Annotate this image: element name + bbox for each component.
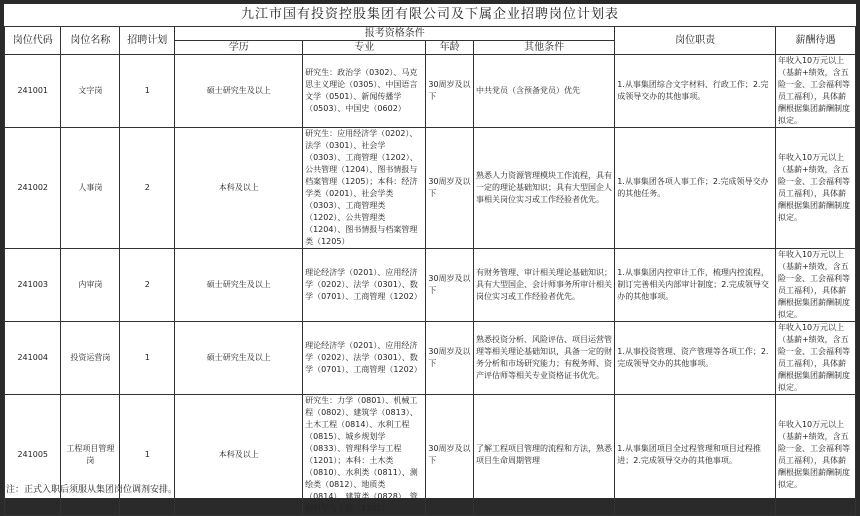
cell-other: 了解工程项目管理的流程和方法，熟悉项目生命周期管理 bbox=[474, 395, 615, 516]
cell-code: 241004 bbox=[5, 322, 61, 395]
header-name: 岗位名称 bbox=[61, 27, 120, 55]
cell-age: 30周岁及以下 bbox=[426, 128, 474, 249]
recruitment-table bbox=[4, 26, 856, 516]
cell-age: 30周岁及以下 bbox=[426, 249, 474, 322]
cell-duty: 1.从事集团各项人事工作；2.完成领导交办的其他任务。 bbox=[615, 128, 776, 249]
cell-name: 文字岗 bbox=[61, 55, 120, 128]
cell-code: 241003 bbox=[5, 249, 61, 322]
table-row bbox=[5, 128, 856, 249]
cell-major: 理论经济学（0201）、应用经济学（0202）、法学（0301）、数学（0701）、工商管理（1202） bbox=[303, 249, 426, 322]
cell-salary: 年收入10万元以上（基薪+绩效，含五险一金、工会福利等员工福利），具体薪酬根据集团薪酬制度拟定。 bbox=[775, 128, 855, 249]
cell-other: 有财务管理、审计相关理论基础知识；具有大型国企、会计师事务所审计相关岗位实习或工作经验者优先。 bbox=[474, 249, 615, 322]
page-title: 九江市国有投资控股集团有限公司及下属企业招聘岗位计划表 bbox=[240, 7, 619, 22]
cell-duty: 1.从事投资管理、资产管理等各项工作；2.完成领导交办的其他事项。 bbox=[615, 322, 776, 395]
cell-age: 30周岁及以下 bbox=[426, 55, 474, 128]
cell-education: 本科及以上 bbox=[175, 128, 303, 249]
cell-other: 熟悉投资分析、风险评估、项目运营管理等相关理论基础知识，具备一定的财务分析和市场研究能力；有税务师、资产评估师等相关专业资格证书优先。 bbox=[474, 322, 615, 395]
header-qualification-group: 报考资格条件 bbox=[175, 27, 615, 41]
cell-age: 30周岁及以下 bbox=[426, 322, 474, 395]
cell-name: 人事岗 bbox=[61, 128, 120, 249]
header-duty: 岗位职责 bbox=[615, 27, 776, 55]
cell-other: 熟悉人力资源管理模块工作流程，具有一定的理论基础知识；具有大型国企人事相关岗位实习或工作经验者优先。 bbox=[474, 128, 615, 249]
cell-education: 硕士研究生及以上 bbox=[175, 249, 303, 322]
cell-duty: 1.从事集团内控审计工作，梳理内控流程，制订完善相关内部审计制度；2.完成领导交办的其他事项。 bbox=[615, 249, 776, 322]
cell-name: 内审岗 bbox=[61, 249, 120, 322]
table-row bbox=[5, 322, 856, 395]
cell-name: 投资运营岗 bbox=[61, 322, 120, 395]
cell-plan: 2 bbox=[120, 249, 175, 322]
header-other: 其他条件 bbox=[474, 41, 615, 55]
cell-major: 理论经济学（0201）、应用经济学（0202）、法学（0301）、数学（0701）、工商管理（1202） bbox=[303, 322, 426, 395]
cell-education: 硕士研究生及以上 bbox=[175, 55, 303, 128]
cell-other: 中共党员（含预备党员）优先 bbox=[474, 55, 615, 128]
header-salary: 薪酬待遇 bbox=[775, 27, 855, 55]
header-plan: 招聘计划 bbox=[120, 27, 175, 55]
header-age: 年龄 bbox=[426, 41, 474, 55]
cell-code: 241002 bbox=[5, 128, 61, 249]
cell-code: 241005 bbox=[5, 395, 61, 516]
cell-duty: 1.从事集团综合文字材料、行政工作；2.完成领导交办的其他事项。 bbox=[615, 55, 776, 128]
cell-salary: 年收入10万元以上（基薪+绩效，含五险一金、工会福利等员工福利），具体薪酬根据集团薪酬制度拟定。 bbox=[775, 395, 855, 516]
header-major: 专业 bbox=[303, 41, 426, 55]
cell-salary: 年收入10万元以上（基薪+绩效，含五险一金、工会福利等员工福利），具体薪酬根据集团薪酬制度拟定。 bbox=[775, 322, 855, 395]
cell-plan: 2 bbox=[120, 128, 175, 249]
table-row bbox=[5, 395, 856, 516]
cell-duty: 1.从事集团项目全过程管理和项目过程推进；2.完成领导交办的其他事项。 bbox=[615, 395, 776, 516]
table-row bbox=[5, 55, 856, 128]
cell-code: 241001 bbox=[5, 55, 61, 128]
recruitment-sheet bbox=[4, 4, 856, 513]
cell-salary: 年收入10万元以上（基薪+绩效，含五险一金、工会福利等员工福利），具体薪酬根据集团薪酬制度拟定。 bbox=[775, 249, 855, 322]
cell-plan: 1 bbox=[120, 55, 175, 128]
header-education: 学历 bbox=[175, 41, 303, 55]
cell-name: 工程项目管理岗 bbox=[61, 395, 120, 516]
footnote: 注：正式入职后须服从集团岗位调剂安排。 bbox=[6, 485, 178, 495]
cell-age: 30周岁及以下 bbox=[426, 395, 474, 516]
cell-major: 研究生：力学（0801）、机械工程（0802）、建筑学（0813）、土木工程（0814）、水利工程（0815）、城乡规划学（0833）、管理科学与工程（1201）；本科：土木类（0810）、水利类（0811）、测绘类（0812）、地质类（0814）、建筑类（0828）、管理科学与工程（1201） bbox=[303, 395, 426, 516]
cell-education: 本科及以上 bbox=[175, 395, 303, 516]
cell-major: 研究生：政治学（0302）、马克思主义理论（0305）、中国语言文学（0501）、新闻传播学（0503）、中国史（0602） bbox=[303, 55, 426, 128]
cell-major: 研究生：应用经济学（0202）、法学（0301）、社会学（0303）、工商管理（1202）、公共管理（1204）、图书情报与档案管理（1205）；本科：经济学类（0201）、社会学类（0303）、工商管理类（1202）、公共管理类（1204）、图书情报与档案管理类（1205） bbox=[303, 128, 426, 249]
table-row bbox=[5, 249, 856, 322]
header-code: 岗位代码 bbox=[5, 27, 61, 55]
cell-plan: 1 bbox=[120, 395, 175, 516]
cell-plan: 1 bbox=[120, 322, 175, 395]
cell-salary: 年收入10万元以上（基薪+绩效，含五险一金、工会福利等员工福利），具体薪酬根据集团薪酬制度拟定。 bbox=[775, 55, 855, 128]
cell-education: 硕士研究生及以上 bbox=[175, 322, 303, 395]
